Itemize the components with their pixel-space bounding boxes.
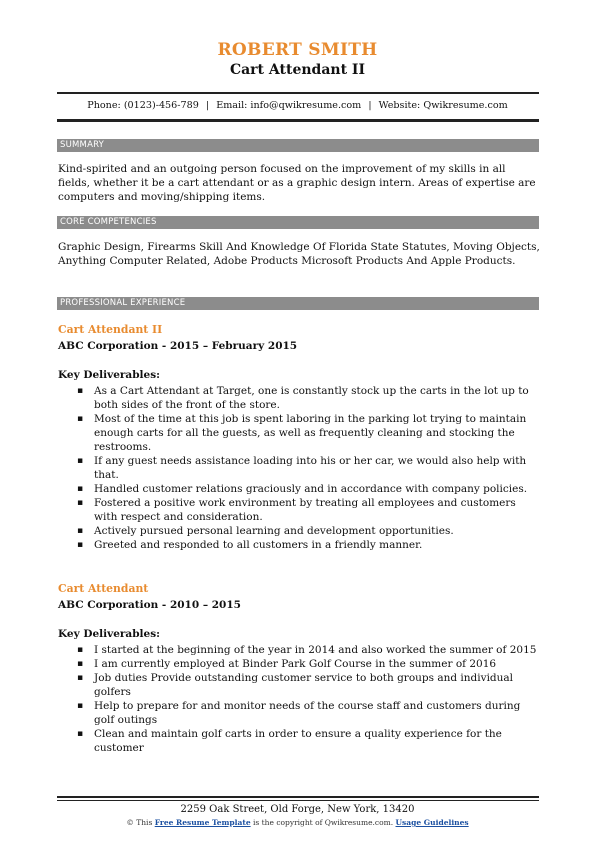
- list-item: ▪ Fostered a positive work environment by treating all employees and customers with respect and consideration.: [77, 497, 516, 523]
- footer-address: 2259 Oak Street, Old Forge, New York, 13420: [180, 804, 415, 815]
- job-company: ABC Corporation - 2010 – 2015: [58, 599, 241, 611]
- contact-phone: Phone: (0123)-456-789: [87, 100, 199, 111]
- section-heading-summary: SUMMARY: [57, 139, 539, 152]
- usage-guidelines-link[interactable]: Usage Guidelines: [395, 818, 469, 827]
- list-item: ▪ Actively pursued personal learning and development opportunities.: [77, 525, 454, 537]
- footer-top-rule: [57, 796, 539, 798]
- footer-copyright: [0, 818, 595, 827]
- header-top-rule: [57, 92, 539, 94]
- copyright-middle: is the copyright of Qwikresume.com.: [253, 818, 394, 827]
- job-title: Cart Attendant II: [58, 323, 163, 336]
- list-item: ▪ Handled customer relations graciously and in accordance with company policies.: [77, 483, 528, 495]
- bullet-icon: ▪: [77, 659, 84, 669]
- candidate-name: ROBERT SMITH: [217, 40, 378, 60]
- list-item: ▪ As a Cart Attendant at Target, one is constantly stock up the carts in the lot up to both sides of the front of the store.: [77, 385, 529, 411]
- list-item: ▪ I am currently employed at Binder Park Golf Course in the summer of 2016: [77, 658, 497, 670]
- list-item: ▪ I started at the beginning of the year in 2014 and also worked the summer of 2015: [77, 644, 537, 656]
- copyright-prefix: © This: [126, 818, 153, 827]
- section-heading-experience: PROFESSIONAL EXPERIENCE: [57, 297, 539, 310]
- bullet-icon: ▪: [77, 526, 84, 536]
- contact-separator: |: [205, 100, 210, 111]
- deliverables-list: [58, 384, 540, 552]
- section-heading-competencies: CORE COMPETENCIES: [57, 216, 539, 229]
- list-item: ▪ If any guest needs assistance loading into his or her car, we would also help with that.: [77, 455, 527, 481]
- header-bottom-rule: [57, 119, 539, 122]
- bullet-icon: ▪: [77, 386, 84, 396]
- contact-email: Email: info@qwikresume.com: [216, 100, 362, 111]
- bullet-icon: ▪: [77, 414, 84, 424]
- bullet-icon: ▪: [77, 456, 84, 466]
- bullet-icon: ▪: [77, 484, 84, 494]
- footer-second-rule: [57, 800, 539, 801]
- candidate-title: Cart Attendant II: [229, 62, 366, 78]
- deliverables-label: Key Deliverables:: [58, 628, 161, 640]
- bullet-icon: ▪: [77, 729, 84, 739]
- contact-website: Website: Qwikresume.com: [378, 100, 508, 111]
- deliverables-label: Key Deliverables:: [58, 369, 161, 381]
- bullet-icon: ▪: [77, 673, 84, 683]
- deliverables-list: [58, 643, 540, 755]
- list-item: ▪ Most of the time at this job is spent laboring in the parking lot trying to maintain enough carts for all the guests, as well as frequently cleaning and stocking the restrooms.: [77, 413, 527, 453]
- list-item: ▪ Clean and maintain golf carts in order to ensure a quality experience for the customer: [77, 728, 502, 754]
- list-item: ▪ Job duties Provide outstanding customer service to both groups and individual golfers: [77, 672, 514, 698]
- bullet-icon: ▪: [77, 701, 84, 711]
- free-resume-template-link[interactable]: Free Resume Template: [154, 818, 251, 827]
- contact-line: [0, 100, 595, 111]
- job-title: Cart Attendant: [58, 582, 149, 595]
- summary-text: Kind-spirited and an outgoing person focused on the improvement of my skills in all fields, whether it be a cart attendant or as a graphic design intern. Areas of expertise are computers and moving/shipping items.: [58, 163, 536, 203]
- competencies-text: Graphic Design, Firearms Skill And Knowledge Of Florida State Statutes, Moving Objects, Anything Computer Related, Adobe Products Microsoft Products And Apple Products.: [58, 241, 540, 267]
- contact-separator: |: [368, 100, 372, 111]
- bullet-icon: ▪: [77, 645, 84, 655]
- bullet-icon: ▪: [77, 498, 84, 508]
- list-item: ▪ Greeted and responded to all customers in a friendly manner.: [77, 539, 423, 551]
- job-company: ABC Corporation - 2015 – February 2015: [58, 340, 298, 352]
- bullet-icon: ▪: [77, 540, 84, 550]
- list-item: ▪ Help to prepare for and monitor needs of the course staff and customers during golf outings: [77, 700, 521, 726]
